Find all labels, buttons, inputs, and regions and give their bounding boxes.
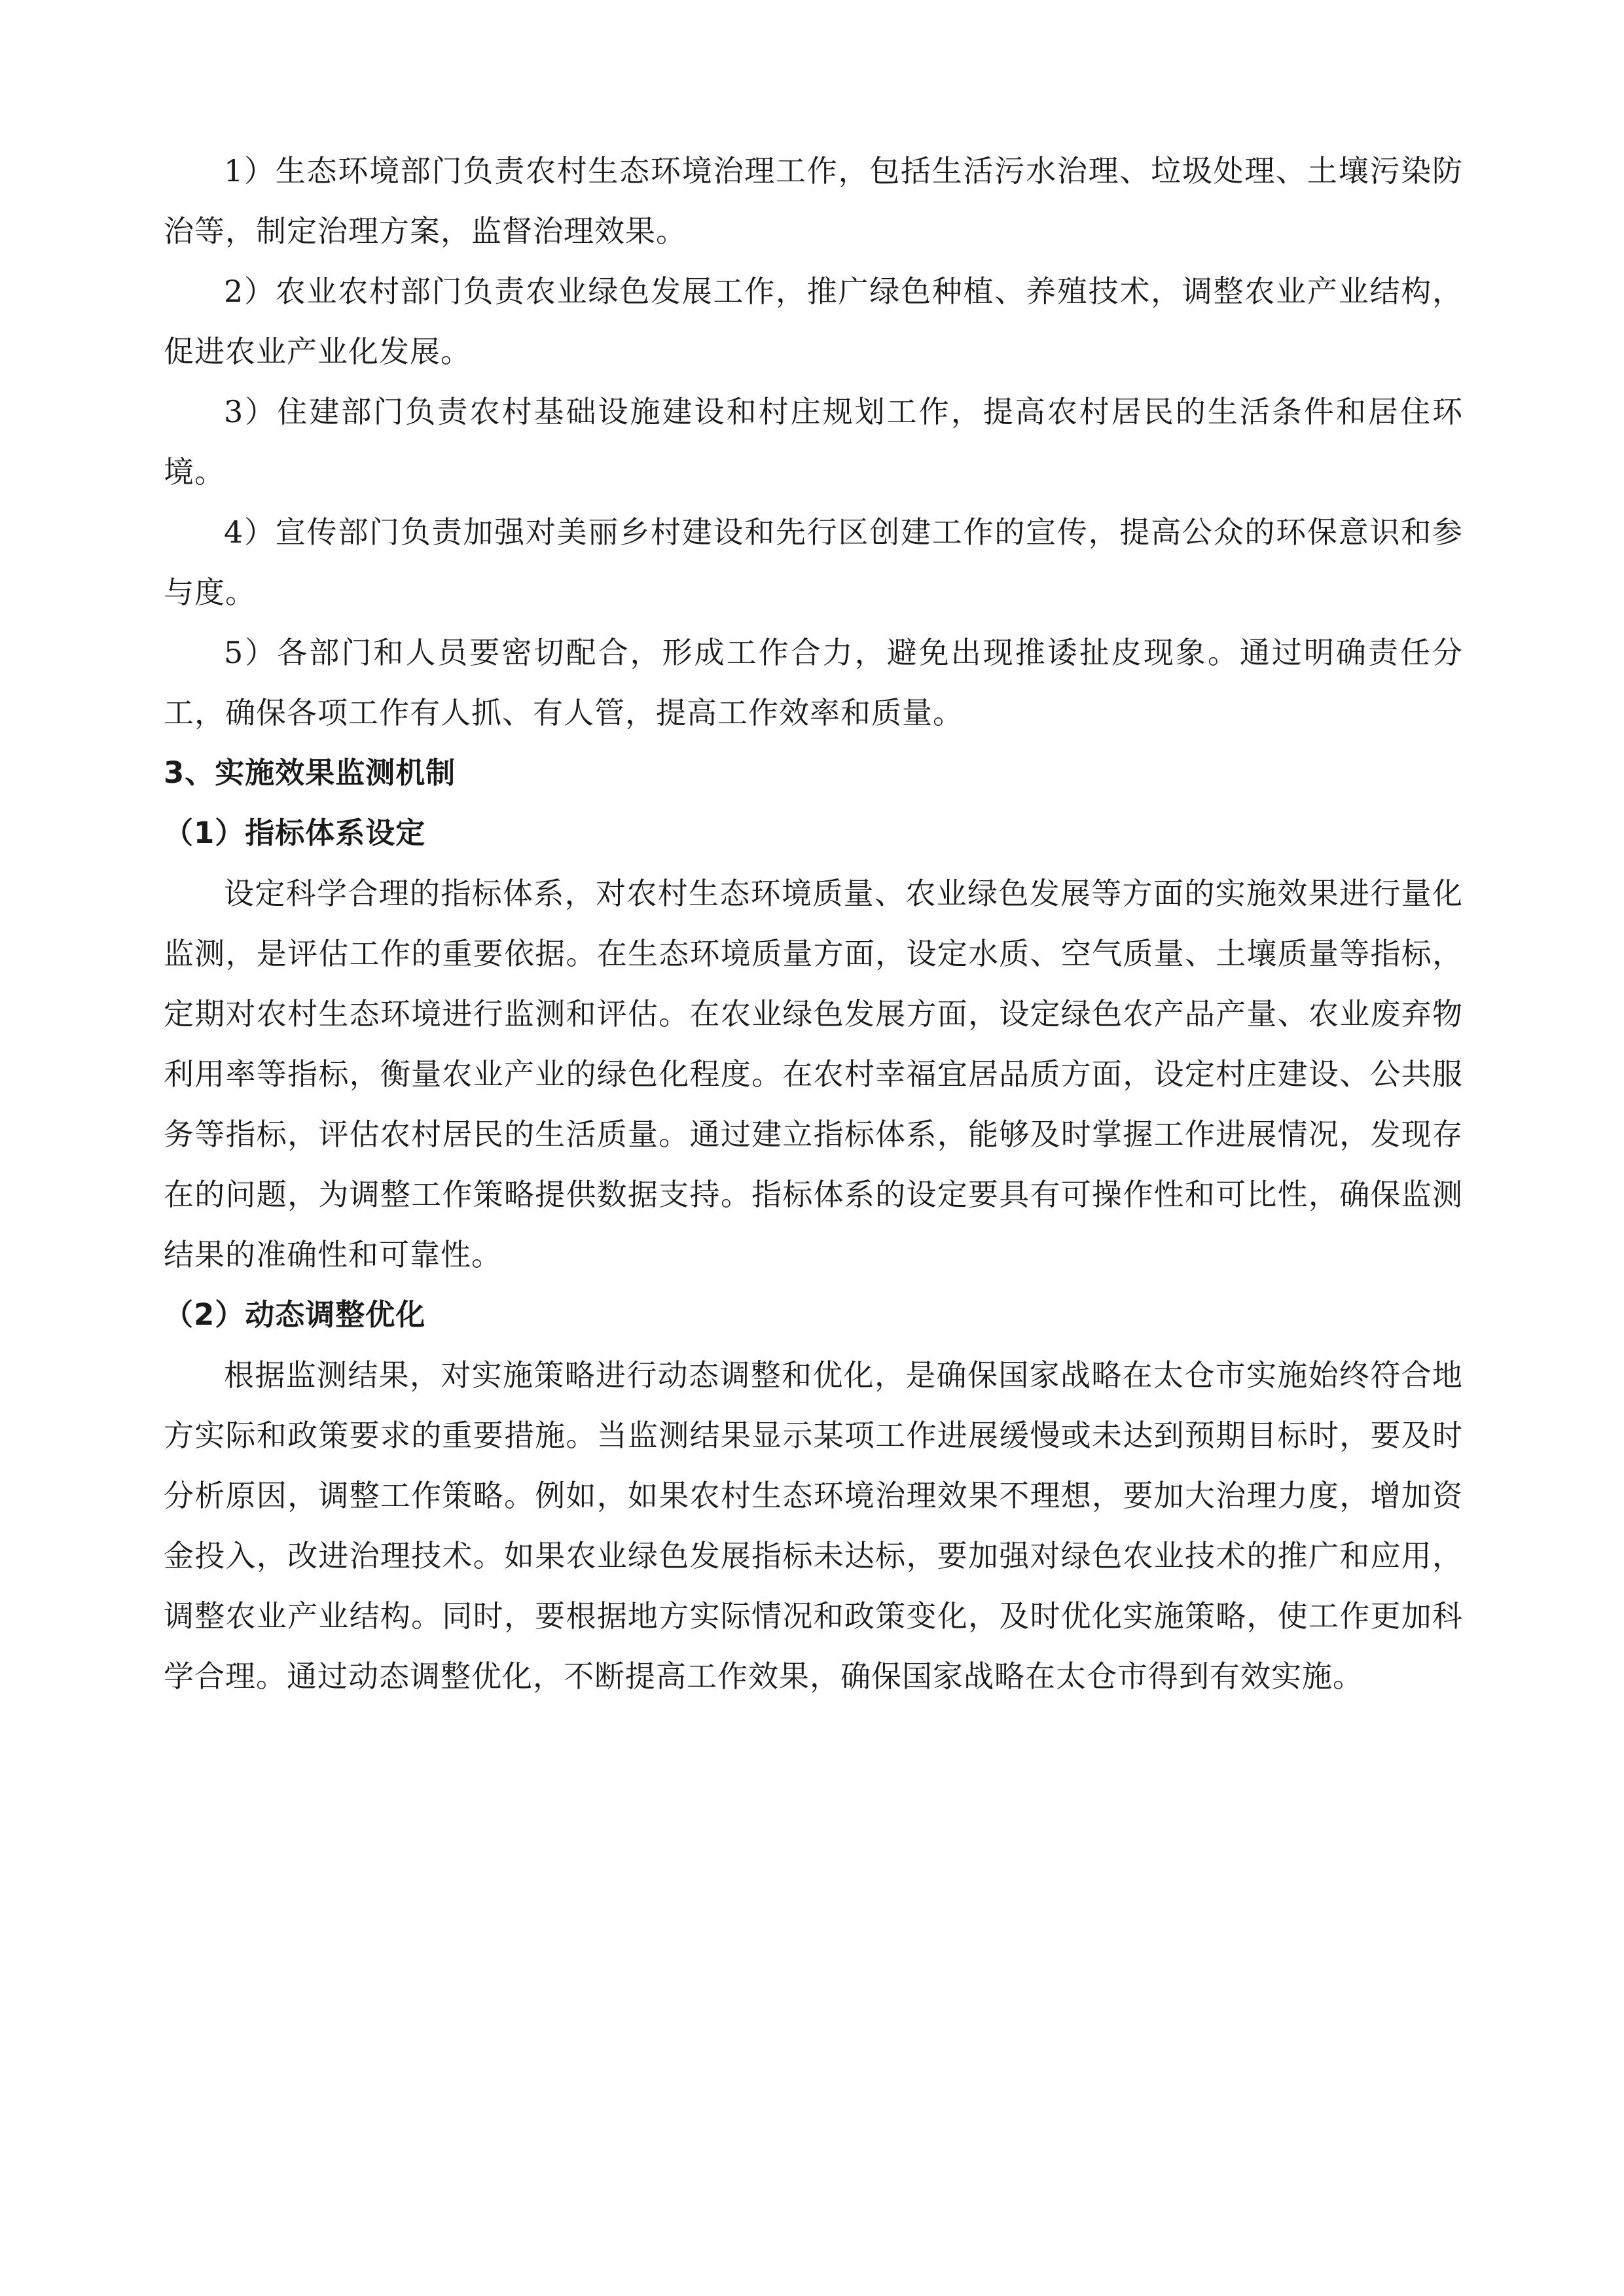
paragraph-item-2: 2）农业农村部门负责农业绿色发展工作，推广绿色种植、养殖技术，调整农业产业结构，促进农业产业化发展。 bbox=[164, 274, 1463, 369]
subsection-heading-2: （2）动态调整优化 bbox=[164, 1297, 426, 1332]
subsection-2-body: 根据监测结果，对实施策略进行动态调整和优化，是确保国家战略在太仓市实施始终符合地方实际和政策要求的重要措施。当监测结果显示某项工作进展缓慢或未达到预期目标时，要及时分析原因，调整工作策略。例如，如果农村生态环境治理效果不理想，要加大治理力度，增加资金投入，改进治理技术。如果农业绿色发展指标未达标，要加强对绿色农业技术的推广和应用，调整农业产业结构。同时，要根据地方实际情况和政策变化，及时优化实施策略，使工作更加科学合理。通过动态调整优化，不断提高工作效果，确保国家战略在太仓市得到有效实施。 bbox=[164, 1357, 1463, 1694]
paragraph-item-5: 5）各部门和人员要密切配合，形成工作合力，避免出现推诿扯皮现象。通过明确责任分工，确保各项工作有人抓、有人管，提高工作效率和质量。 bbox=[164, 635, 1463, 730]
document-page bbox=[164, 141, 1463, 1706]
paragraph-item-3: 3）住建部门负责农村基础设施建设和村庄规划工作，提高农村居民的生活条件和居住环境。 bbox=[164, 394, 1463, 490]
subsection-1-body: 设定科学合理的指标体系，对农村生态环境质量、农业绿色发展等方面的实施效果进行量化监测，是评估工作的重要依据。在生态环境质量方面，设定水质、空气质量、土壤质量等指标，定期对农村生态环境进行监测和评估。在农业绿色发展方面，设定绿色农产品产量、农业废弃物利用率等指标，衡量农业产业的绿色化程度。在农村幸福宜居品质方面，设定村庄建设、公共服务等指标，评估农村居民的生活质量。通过建立指标体系，能够及时掌握工作进展情况，发现存在的问题，为调整工作策略提供数据支持。指标体系的设定要具有可操作性和可比性，确保监测结果的准确性和可靠性。 bbox=[164, 876, 1463, 1272]
section-heading: 3、实施效果监测机制 bbox=[164, 755, 456, 790]
paragraph-item-1: 1）生态环境部门负责农村生态环境治理工作，包括生活污水治理、垃圾处理、土壤污染防治等，制定治理方案，监督治理效果。 bbox=[164, 153, 1463, 249]
subsection-heading-1: （1）指标体系设定 bbox=[164, 816, 426, 850]
paragraph-item-4: 4）宣传部门负责加强对美丽乡村建设和先行区创建工作的宣传，提高公众的环保意识和参与度。 bbox=[164, 514, 1463, 610]
